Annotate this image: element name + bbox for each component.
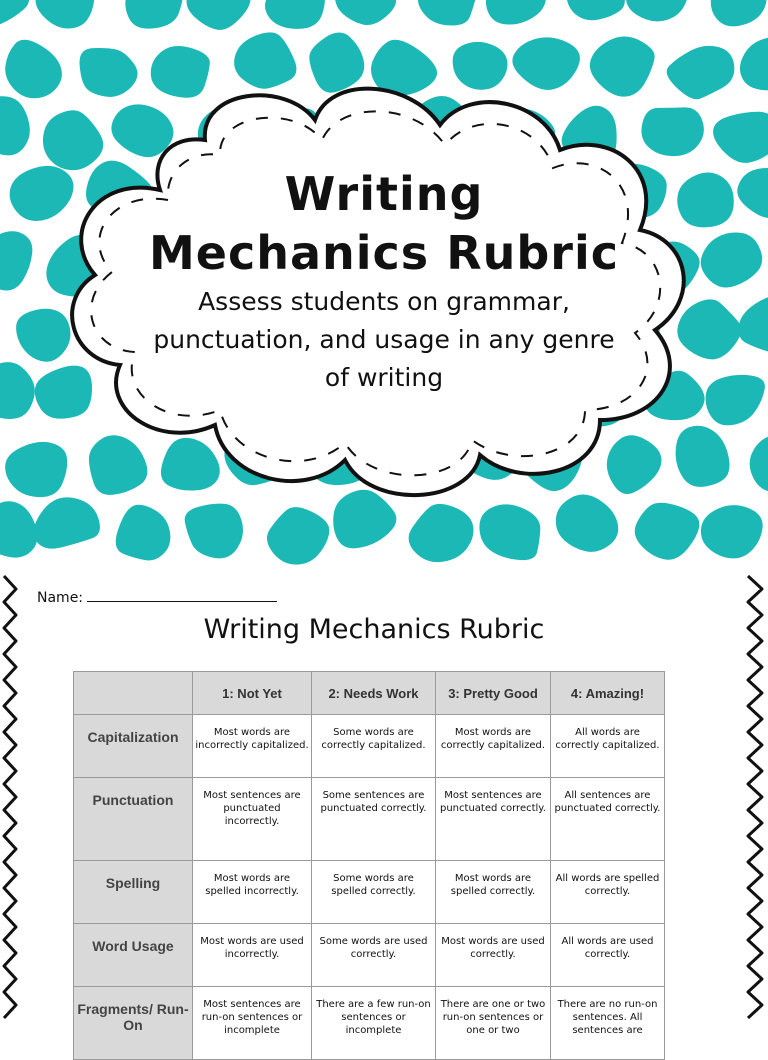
rubric-cell: There are no run-on sentences. All sentences are — [551, 987, 665, 1060]
rubric-cell: Most words are spelled incorrectly. — [193, 861, 312, 924]
header-score-2: 2: Needs Work — [312, 672, 436, 715]
table-row — [74, 715, 665, 778]
category-spelling: Spelling — [74, 861, 193, 924]
header-score-1: 1: Not Yet — [193, 672, 312, 715]
rubric-title: Writing Mechanics Rubric — [203, 614, 545, 645]
table-row — [74, 861, 665, 924]
rubric-cell: Some words are spelled correctly. — [312, 861, 436, 924]
rubric-cell: Most sentences are punctuated incorrectly. — [193, 778, 312, 861]
rubric-cell: All words are correctly capitalized. — [551, 715, 665, 778]
rubric-cell: Some words are correctly capitalized. — [312, 715, 436, 778]
rubric-cell: There are one or two run-on sentences or one or two — [436, 987, 551, 1060]
rubric-cell: Most words are incorrectly capitalized. — [193, 715, 312, 778]
cover-title-line-1: Writing — [284, 167, 484, 221]
header-score-4: 4: Amazing! — [551, 672, 665, 715]
rubric-cell: Most words are spelled correctly. — [436, 861, 551, 924]
header-cell-blank — [74, 672, 193, 715]
name-field — [37, 589, 277, 606]
cover-subtitle: Assess students on grammar, punctuation, and usage in any genre of writing — [153, 287, 615, 392]
rubric-cell: There are a few run-on sentences or incomplete — [312, 987, 436, 1060]
name-blank-line — [87, 589, 277, 602]
cover-title-line-2: Mechanics Rubric — [148, 226, 620, 280]
category-word-usage: Word Usage — [74, 924, 193, 987]
rubric-cell: Some sentences are punctuated correctly. — [312, 778, 436, 861]
header-row — [74, 672, 665, 715]
rubric-page — [0, 576, 768, 1036]
rubric-cell: All sentences are punctuated correctly. — [551, 778, 665, 861]
category-punctuation: Punctuation — [74, 778, 193, 861]
table-row — [74, 924, 665, 987]
rubric-cell: All words are used correctly. — [551, 924, 665, 987]
rubric-cell: Some words are used correctly. — [312, 924, 436, 987]
rubric-cell: Most sentences are punctuated correctly. — [436, 778, 551, 861]
rubric-cell: Most words are used incorrectly. — [193, 924, 312, 987]
rubric-cell: Most words are used correctly. — [436, 924, 551, 987]
category-capitalization: Capitalization — [74, 715, 193, 778]
header-score-3: 3: Pretty Good — [436, 672, 551, 715]
name-label: Name: — [37, 590, 84, 606]
table-row — [74, 778, 665, 861]
rubric-cell: Most words are correctly capitalized. — [436, 715, 551, 778]
category-fragments-run-on: Fragments/ Run-On — [74, 987, 193, 1060]
rubric-cell: All words are spelled correctly. — [551, 861, 665, 924]
rubric-table — [73, 671, 665, 1060]
table-row — [74, 987, 665, 1060]
rubric-cell: Most sentences are run-on sentences or incomplete — [193, 987, 312, 1060]
